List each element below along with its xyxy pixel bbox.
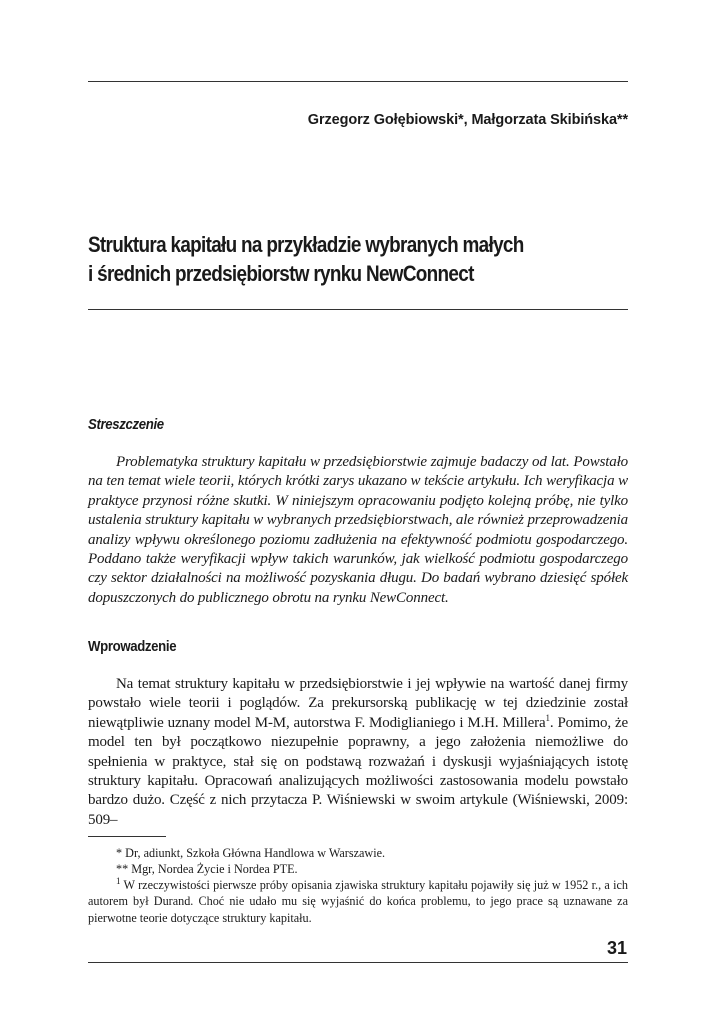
footnote-ref-1: 1	[545, 712, 550, 723]
footnote-rule	[88, 836, 166, 837]
footnote-mark-1: 1	[116, 875, 121, 886]
top-rule	[88, 81, 628, 82]
bottom-rule	[88, 962, 628, 963]
intro-text-a: Na temat struktury kapitału w przedsiębiorstwie i jej wpływie na wartość danej firmy powstało wiele teorii i poglądów. Za prekursorską publikację w tej dziedzinie został niewątpliwie uznany model M-M, autorstwa F. Modiglianiego i M.H. Millera	[88, 676, 628, 731]
page-number: 31	[606, 938, 627, 958]
abstract-heading: Streszczenie	[88, 416, 164, 433]
authors: Grzegorz Gołębiowski*, Małgorzata Skibińska**	[307, 112, 628, 128]
intro-text	[88, 675, 628, 830]
footnote-author-2: ** Mgr, Nordea Życie i Nordea PTE.	[116, 862, 298, 876]
intro-text-b: . Pomimo, że model ten był początkowo niezupełnie poprawny, a jego założenia niemożliwe do spełnienia w praktyce, stał się on podstawą rozważań i dyskusji wyjaśniających istotę struktury kapitału. Opracowań analizujących możliwości zastosowania modelu powstało bardzo dużo. Część z nich przytacza P. Wiśniewski w swoim artykule (Wiśniewski, 2009: 509–	[88, 714, 628, 828]
footnote-author-1: * Dr, adiunkt, Szkoła Główna Handlowa w Warszawie.	[116, 846, 386, 860]
footnote-1	[88, 877, 628, 926]
intro-heading: Wprowadzenie	[88, 638, 177, 655]
article-title	[88, 230, 570, 288]
title-line-1: Struktura kapitału na przykładzie wybranych małych	[88, 232, 524, 257]
footnote-1-text: W rzeczywistości pierwsze próby opisania zjawiska struktury kapitału pojawiły się już w 1952 r., a ich autorem był Durand. Choć nie udało mu się wyjaśnić do końca problemu, to jego prace są uznawane za pierwotne teorie dotyczące struktury kapitału.	[88, 878, 628, 925]
title-line-2: i średnich przedsiębiorstw rynku NewConnect	[88, 261, 474, 286]
title-rule	[88, 309, 628, 310]
abstract-text: Problematyka struktury kapitału w przedsiębiorstwie zajmuje badaczy od lat. Powstało na ten temat wiele teorii, których krótki zarys ukazano w tekście artykułu. Ich weryfikacja w praktyce przynosi różne skutki. W niniejszym opracowaniu podjęto kolejną próbę, nie tylko ustalenia struktury kapitału w wybranych przedsiębiorstwach, ale również przeprowadzenia analizy wpływu określonego poziomu zadłużenia na efektywność podmiotu gospodarczego. Poddano także weryfikacji wpływ takich warunków, jak wielkość podmiotu gospodarczego czy sektor działalności na możliwość pozyskania długu. Do badań wybrano dziesięć spółek dopuszczonych do publicznego obrotu na rynku NewConnect.	[88, 454, 628, 606]
